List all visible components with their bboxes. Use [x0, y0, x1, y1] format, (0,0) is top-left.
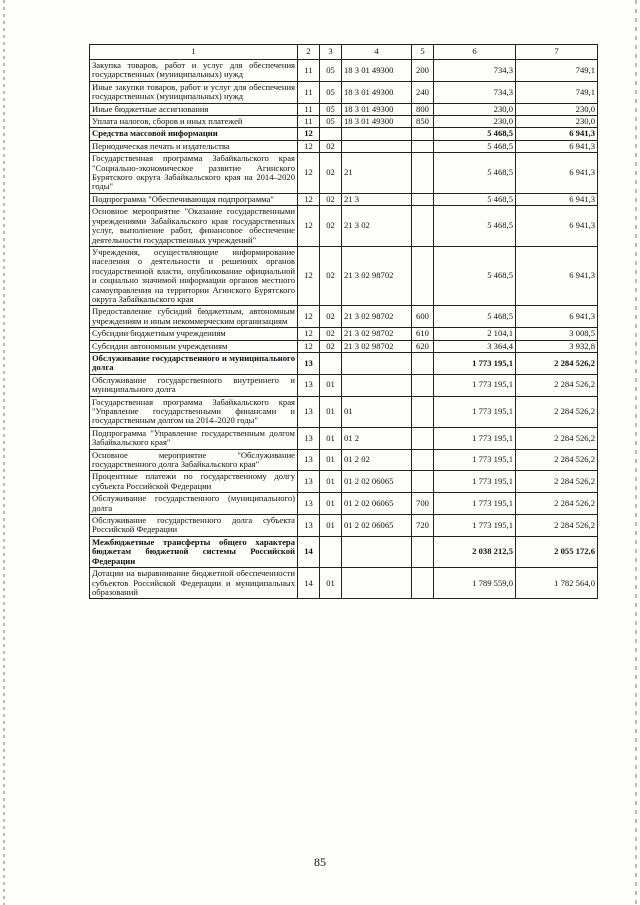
table-row: [90, 515, 598, 537]
row-amount-col7-cell: 2 284 526,2: [516, 352, 598, 374]
row-section-cell: 11: [298, 60, 320, 82]
table-row: [90, 427, 598, 449]
table-row: [90, 103, 598, 115]
row-amount-col6-cell: 1 773 195,1: [434, 449, 516, 471]
row-target-article-cell: 18 3 01 49300: [342, 81, 412, 103]
row-target-article-cell: 21 3 02 98702: [342, 328, 412, 340]
row-section-cell: 11: [298, 116, 320, 128]
row-amount-col7-cell: 2 284 526,2: [516, 515, 598, 537]
row-expense-type-cell: [412, 193, 434, 205]
row-target-article-cell: [342, 352, 412, 374]
row-target-article-cell: 01: [342, 396, 412, 427]
row-section-cell: 12: [298, 206, 320, 247]
table-row: [90, 328, 598, 340]
row-expense-type-cell: [412, 246, 434, 305]
row-amount-col6-cell: 2 038 212,5: [434, 536, 516, 567]
row-subsection-cell: 01: [320, 427, 342, 449]
row-amount-col7-cell: 6 941,3: [516, 153, 598, 194]
row-name-cell: Государственная программа Забайкальского края "Управление государственными финансами и государственным долгом на 2014–2020 годы": [90, 396, 298, 427]
row-subsection-cell: [320, 352, 342, 374]
row-amount-col6-cell: 5 468,5: [434, 153, 516, 194]
table-row: [90, 536, 598, 567]
row-amount-col6-cell: 230,0: [434, 116, 516, 128]
row-amount-col7-cell: 2 284 526,2: [516, 374, 598, 396]
row-subsection-cell: 02: [320, 140, 342, 152]
row-subsection-cell: 05: [320, 103, 342, 115]
row-target-article-cell: 18 3 01 49300: [342, 103, 412, 115]
row-name-cell: Уплата налогов, сборов и иных платежей: [90, 116, 298, 128]
row-expense-type-cell: 600: [412, 306, 434, 328]
row-section-cell: 12: [298, 246, 320, 305]
header-col-5: 5: [412, 45, 434, 60]
row-subsection-cell: 02: [320, 153, 342, 194]
table-row: [90, 471, 598, 493]
row-name-cell: Основное мероприятие "Обслуживание государственного долга Забайкальского края": [90, 449, 298, 471]
header-col-7: 7: [516, 45, 598, 60]
row-section-cell: 13: [298, 449, 320, 471]
row-name-cell: Предоставление субсидий бюджетным, автономным учреждениям и иным некоммерческим организациям: [90, 306, 298, 328]
row-section-cell: 12: [298, 328, 320, 340]
row-target-article-cell: [342, 140, 412, 152]
row-name-cell: Подпрограмма "Управление государственным долгом Забайкальского края": [90, 427, 298, 449]
row-target-article-cell: 01 2 02 06065: [342, 471, 412, 493]
row-expense-type-cell: [412, 374, 434, 396]
row-target-article-cell: 01 2: [342, 427, 412, 449]
row-name-cell: Государственная программа Забайкальского края "Социально-экономическое развитие Агинского Бурятского округа Забайкальского края на 2014–2020 годы": [90, 153, 298, 194]
row-subsection-cell: 01: [320, 515, 342, 537]
row-name-cell: Основное мероприятие "Оказание государственными учреждениями Забайкальского края государственных услуг, выполнение работ, финансовое обеспечение деятельности государственных учреждений": [90, 206, 298, 247]
row-amount-col6-cell: 5 468,5: [434, 193, 516, 205]
row-expense-type-cell: 620: [412, 340, 434, 352]
row-amount-col7-cell: 749,1: [516, 81, 598, 103]
row-amount-col7-cell: 3 008,5: [516, 328, 598, 340]
row-target-article-cell: 01 2 02 06065: [342, 493, 412, 515]
header-col-2: 2: [298, 45, 320, 60]
row-expense-type-cell: [412, 471, 434, 493]
row-section-cell: 13: [298, 374, 320, 396]
row-name-cell: Субсидии бюджетным учреждениям: [90, 328, 298, 340]
row-section-cell: 13: [298, 515, 320, 537]
row-amount-col7-cell: 2 284 526,2: [516, 493, 598, 515]
row-target-article-cell: [342, 536, 412, 567]
table-row: [90, 206, 598, 247]
row-name-cell: Межбюджетные трансферты общего характера бюджетам бюджетной системы Российской Федерации: [90, 536, 298, 567]
row-name-cell: Дотации на выравнивание бюджетной обеспеченности субъектов Российской Федерации и муниципальных образований: [90, 568, 298, 599]
row-subsection-cell: 01: [320, 471, 342, 493]
row-amount-col7-cell: 1 782 564,0: [516, 568, 598, 599]
row-section-cell: 14: [298, 536, 320, 567]
row-amount-col6-cell: 1 773 195,1: [434, 471, 516, 493]
row-amount-col7-cell: 3 932,8: [516, 340, 598, 352]
row-amount-col6-cell: 1 773 195,1: [434, 427, 516, 449]
row-amount-col6-cell: 1 773 195,1: [434, 493, 516, 515]
row-subsection-cell: 01: [320, 374, 342, 396]
row-section-cell: 13: [298, 352, 320, 374]
row-target-article-cell: 01 2 02: [342, 449, 412, 471]
row-subsection-cell: 01: [320, 568, 342, 599]
row-section-cell: 14: [298, 568, 320, 599]
scan-edge-right: [635, 0, 637, 905]
row-subsection-cell: 02: [320, 328, 342, 340]
row-expense-type-cell: [412, 140, 434, 152]
row-subsection-cell: 02: [320, 246, 342, 305]
row-amount-col6-cell: 5 468,5: [434, 246, 516, 305]
row-amount-col7-cell: 2 284 526,2: [516, 471, 598, 493]
row-expense-type-cell: 850: [412, 116, 434, 128]
row-expense-type-cell: [412, 427, 434, 449]
row-subsection-cell: 02: [320, 340, 342, 352]
row-amount-col6-cell: 1 773 195,1: [434, 396, 516, 427]
row-amount-col6-cell: 3 364,4: [434, 340, 516, 352]
table-row: [90, 374, 598, 396]
row-target-article-cell: [342, 128, 412, 140]
row-amount-col7-cell: 6 941,3: [516, 206, 598, 247]
row-target-article-cell: 01 2 02 06065: [342, 515, 412, 537]
row-section-cell: 11: [298, 103, 320, 115]
row-target-article-cell: [342, 568, 412, 599]
row-name-cell: Средства массовой информации: [90, 128, 298, 140]
row-name-cell: Обслуживание государственного внутреннего и муниципального долга: [90, 374, 298, 396]
row-expense-type-cell: [412, 153, 434, 194]
row-expense-type-cell: [412, 536, 434, 567]
row-amount-col6-cell: 734,3: [434, 81, 516, 103]
row-amount-col7-cell: 6 941,3: [516, 193, 598, 205]
row-amount-col6-cell: 1 773 195,1: [434, 352, 516, 374]
row-expense-type-cell: 240: [412, 81, 434, 103]
scan-edge-left: [3, 0, 5, 905]
row-amount-col6-cell: 1 789 559,0: [434, 568, 516, 599]
row-name-cell: Закупка товаров, работ и услуг для обеспечения государственных (муниципальных) нужд: [90, 60, 298, 82]
row-name-cell: Подпрограмма "Обеспечивающая подпрограмма": [90, 193, 298, 205]
row-amount-col7-cell: 230,0: [516, 103, 598, 115]
row-target-article-cell: 21 3 02: [342, 206, 412, 247]
row-amount-col7-cell: 6 941,3: [516, 246, 598, 305]
header-col-1: 1: [90, 45, 298, 60]
row-section-cell: 12: [298, 140, 320, 152]
row-amount-col7-cell: 749,1: [516, 60, 598, 82]
row-expense-type-cell: 800: [412, 103, 434, 115]
row-section-cell: 12: [298, 306, 320, 328]
row-name-cell: Учреждения, осуществляющие информирование населения о деятельности и решениях органов государственной власти, опубликование официальной и социально значимой информации органов местного самоуправления на территории Агинского Бурятского округа Забайкальского края: [90, 246, 298, 305]
budget-table: [89, 44, 598, 599]
row-subsection-cell: 05: [320, 81, 342, 103]
row-expense-type-cell: [412, 568, 434, 599]
table-row: [90, 81, 598, 103]
row-amount-col6-cell: 734,3: [434, 60, 516, 82]
row-subsection-cell: [320, 536, 342, 567]
row-target-article-cell: 18 3 01 49300: [342, 116, 412, 128]
row-section-cell: 13: [298, 493, 320, 515]
row-expense-type-cell: 720: [412, 515, 434, 537]
row-name-cell: Субсидии автономным учреждениям: [90, 340, 298, 352]
row-amount-col6-cell: 5 468,5: [434, 206, 516, 247]
row-section-cell: 13: [298, 471, 320, 493]
header-col-6: 6: [434, 45, 516, 60]
row-subsection-cell: 02: [320, 306, 342, 328]
row-expense-type-cell: [412, 206, 434, 247]
row-name-cell: Процентные платежи по государственному долгу субъекта Российской Федерации: [90, 471, 298, 493]
row-section-cell: 12: [298, 128, 320, 140]
row-subsection-cell: 05: [320, 60, 342, 82]
table-row: [90, 306, 598, 328]
row-expense-type-cell: 700: [412, 493, 434, 515]
table-row: [90, 153, 598, 194]
row-section-cell: 12: [298, 153, 320, 194]
row-amount-col6-cell: 1 773 195,1: [434, 374, 516, 396]
row-amount-col6-cell: 5 468,5: [434, 128, 516, 140]
table-row: [90, 246, 598, 305]
table-row: [90, 396, 598, 427]
header-row: [90, 45, 598, 60]
row-target-article-cell: 21: [342, 153, 412, 194]
row-subsection-cell: [320, 128, 342, 140]
row-expense-type-cell: [412, 128, 434, 140]
row-amount-col7-cell: 6 941,3: [516, 140, 598, 152]
table-row: [90, 449, 598, 471]
row-amount-col7-cell: 6 941,3: [516, 306, 598, 328]
row-name-cell: Обслуживание государственного долга субъекта Российской Федерации: [90, 515, 298, 537]
row-section-cell: 12: [298, 340, 320, 352]
row-amount-col6-cell: 230,0: [434, 103, 516, 115]
row-expense-type-cell: 610: [412, 328, 434, 340]
row-subsection-cell: 01: [320, 396, 342, 427]
table-row: [90, 193, 598, 205]
table-row: [90, 568, 598, 599]
row-section-cell: 13: [298, 396, 320, 427]
table-row: [90, 352, 598, 374]
row-section-cell: 12: [298, 193, 320, 205]
row-target-article-cell: 21 3 02 98702: [342, 340, 412, 352]
row-amount-col7-cell: 230,0: [516, 116, 598, 128]
row-subsection-cell: 02: [320, 206, 342, 247]
row-name-cell: Иные закупки товаров, работ и услуг для обеспечения государственных (муниципальных) нужд: [90, 81, 298, 103]
row-subsection-cell: 01: [320, 449, 342, 471]
row-amount-col7-cell: 6 941,3: [516, 128, 598, 140]
table-row: [90, 493, 598, 515]
row-subsection-cell: 02: [320, 193, 342, 205]
row-name-cell: Обслуживание государственного (муниципального) долга: [90, 493, 298, 515]
row-name-cell: Иные бюджетные ассигнования: [90, 103, 298, 115]
row-section-cell: 11: [298, 81, 320, 103]
row-expense-type-cell: [412, 449, 434, 471]
row-target-article-cell: 21 3 02 98702: [342, 246, 412, 305]
row-amount-col6-cell: 5 468,5: [434, 140, 516, 152]
table-body: [90, 45, 598, 599]
page-number: 85: [314, 855, 326, 869]
row-amount-col6-cell: 1 773 195,1: [434, 515, 516, 537]
row-amount-col6-cell: 5 468,5: [434, 306, 516, 328]
row-amount-col7-cell: 2 055 172,6: [516, 536, 598, 567]
table-row: [90, 60, 598, 82]
row-target-article-cell: 18 3 01 49300: [342, 60, 412, 82]
row-target-article-cell: [342, 374, 412, 396]
table-row: [90, 340, 598, 352]
row-expense-type-cell: [412, 352, 434, 374]
row-subsection-cell: 05: [320, 116, 342, 128]
row-name-cell: Обслуживание государственного и муниципального долга: [90, 352, 298, 374]
row-amount-col7-cell: 2 284 526,2: [516, 396, 598, 427]
row-amount-col7-cell: 2 284 526,2: [516, 449, 598, 471]
header-col-4: 4: [342, 45, 412, 60]
row-target-article-cell: 21 3: [342, 193, 412, 205]
table-row: [90, 128, 598, 140]
row-subsection-cell: 01: [320, 493, 342, 515]
row-section-cell: 13: [298, 427, 320, 449]
table-row: [90, 116, 598, 128]
header-col-3: 3: [320, 45, 342, 60]
table-row: [90, 140, 598, 152]
row-expense-type-cell: [412, 396, 434, 427]
row-name-cell: Периодическая печать и издательства: [90, 140, 298, 152]
row-expense-type-cell: 200: [412, 60, 434, 82]
row-amount-col6-cell: 2 104,1: [434, 328, 516, 340]
row-target-article-cell: 21 3 02 98702: [342, 306, 412, 328]
row-amount-col7-cell: 2 284 526,2: [516, 427, 598, 449]
